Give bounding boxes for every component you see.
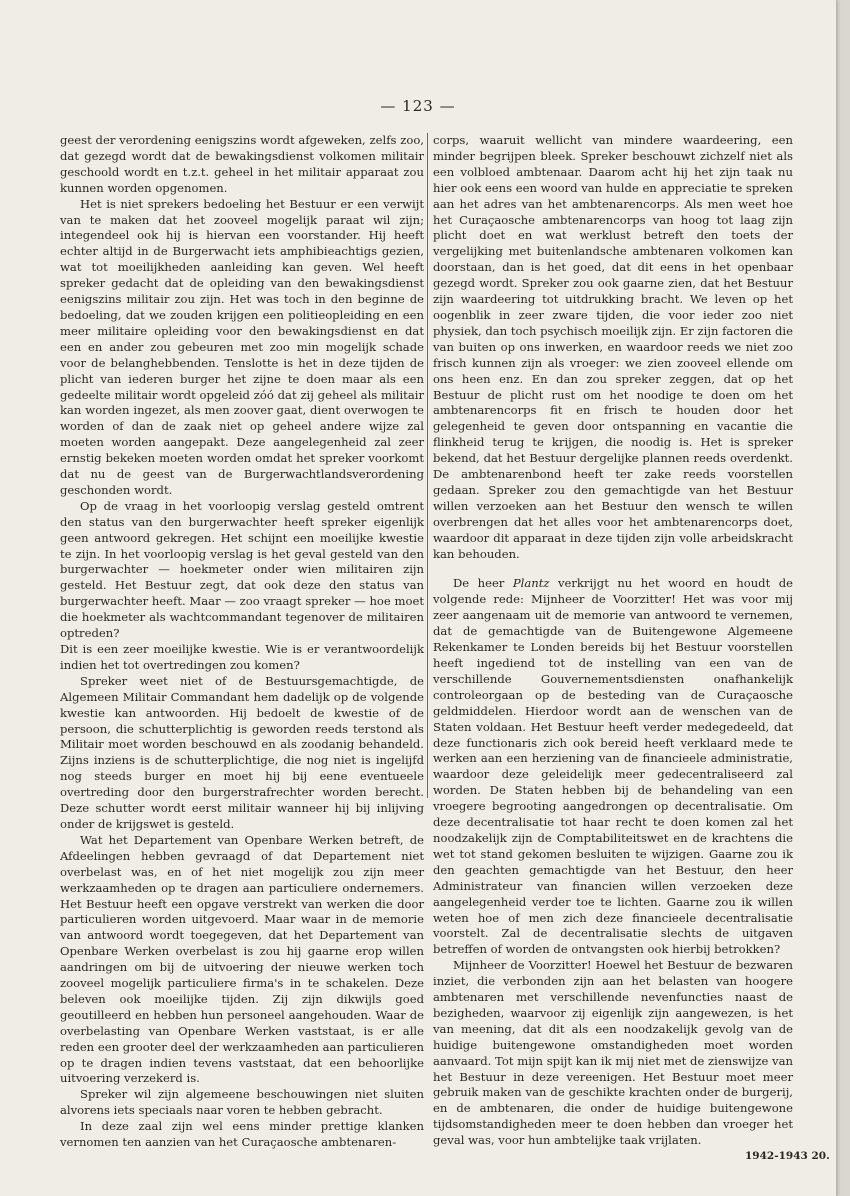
paragraph: Spreker wil zijn algemeene beschouwingen niet sluiten alvorens iets speciaals naar voren te hebben gebracht.	[60, 1087, 424, 1118]
paragraph: Dit is een zeer moeilijke kwestie. Wie is er verantwoordelijk indien het tot overtredingen zou komen?	[60, 642, 424, 672]
speaker-name: Plantz	[512, 576, 550, 591]
paragraph: Wat het Departement van Openbare Werken betreft, de Afdeelingen hebben gevraagd of dat Departement niet overbelast was, en of het niet mogelijk zou zijn meer werkzaamheden op te dragen aan particuliere ondernemers. Het Bestuur heeft een opgave verstrekt van werken die door particulieren worden uitgevoerd. Maar waar in de memorie van antwoord wordt toegegeven, dat het Departement van Openbare Werken overbelast is zou hij gaarne erop willen aandringen om bij de uitvoering der nieuwe werken toch zooveel mogelijk particuliere firma's in te schakelen. Deze beleven ook moeilijke tijden. Zij zijn dikwijls goed geoutilleerd en hebben hun personeel aangehouden. Waar de overbelasting van Openbare Werken vaststaat, is er alle reden een grooter deel der werkzaamheden aan particulieren op te dragen indien tevens vaststaat, dat een behoorlijke uitvoering verzekerd is.	[60, 832, 424, 1086]
paragraph: Op de vraag in het voorloopig verslag gesteld omtrent den status van den burgerwachter heeft spreker eigenlijk geen antwoord gekregen. Het schijnt een moeilijke kwestie te zijn. In het voorloopig verslag is het geval gesteld van den burgerwachter — hoekmeter onder wien militairen zijn gesteld. Het Bestuur zegt, dat ook deze den status van burgerwachter heeft. Maar — zoo vraagt spreker — hoe moet die hoekmeter als wachtcommandant tegenover de militairen optreden?	[60, 498, 424, 641]
paragraph: Spreker weet niet of de Bestuursgemachtigde, de Algemeen Militair Commandant hem dadelijk op de volgende kwestie kan antwoorden. Hij bedoelt de kwestie of de persoon, die schutterplichtig is geworden reeds terstond als Militair moet worden beschouwd en als zoodanig behandeld. Zijns inziens is de schutterplichtige, die nog niet is ingelijfd nog steeds burger en moet hij bij eene eventueele overtreding door den burgerstrafrechter worden berecht. Deze schutter wordt eerst militair wanneer hij bij inlijving onder de krijgswet is gesteld.	[60, 673, 424, 831]
page-number: — 123 —	[380, 97, 456, 115]
paragraph: De heer Plantz verkrijgt nu het woord en houdt de volgende rede: Mijnheer de Voorzitter! Het was voor mij zeer aangenaam uit de memorie van antwoord te vernemen, dat de gemachtigde van de Buitengewone Algemeene Rekenkamer te Londen bereids bij het Bestuur voorstellen heeft ingediend tot de instelling van een van de verschillende Gouvernementsdiensten onafhankelijk controleorgaan op de besteding van de Curaçaosche geldmiddelen. Hierdoor wordt aan de wenschen van de Staten voldaan. Het Bestuur heeft verder medegedeeld, dat deze functionaris zich ook bereid heeft verklaard mede te werken aan een herziening van de financieele administratie, waardoor deze geleidelijk meer gedecentraliseerd zal worden. De Staten hebben bij de behandeling van een vroegere begrooting aangedrongen op decentralisatie. Om deze decentralisatie tot haar recht te doen komen zal het noodzakelijk zijn de Comptabiliteitswet en de krachtens die wet tot stand gekomen besluiten te wijzigen. Gaarne zou ik den geachten gemachtigde van het Bestuur, den heer Administrateur van financien willen verzoeken deze aangelegenheid verder toe te lichten. Gaarne zou ik willen weten hoe of men zich deze financieele decentralisatie voorstelt. Zal de decentralisatie slechts de uitgaven betreffen of worden de ontvangsten ook hierbij betrokken?	[433, 576, 794, 957]
page-edge	[836, 0, 837, 1196]
paragraph: corps, waaruit wellicht van mindere waardeering, een minder begrijpen bleek. Spreker beschouwt zichzelf niet als een volbloed ambtenaar. Daarom acht hij het zijn taak nu hier ook eens een woord van hulde en appreciatie te spreken aan het adres van het ambtenarencorps. Als men weet hoe het Curaçaosche ambtenarencorps van hoog tot laag zijn plicht doet en wat werklust betreft den toets der vergelijking met buitenlandsche ambtenaren volkomen kan doorstaan, dan is het goed, dat dit eens in het openbaar gezegd wordt. Spreker zou ook gaarne zien, dat het Bestuur zijn waardeering tot uitdrukking bracht. We leven op het oogenblik in zeer zware tijden, die voor ieder zoo niet physiek, dan toch psychisch moeilijk zijn. Er zijn factoren die van buiten op ons inwerken, en waardoor reeds we niet zoo frisch kunnen zijn als vroeger: we zien zooveel ellende om ons heen enz. En dan zou spreker zeggen, dat op het Bestuur de plicht rust om het noodige te doen om het ambtenarencorps fit en frisch te houden door het gelegenheid te geven door ontspanning en vacantie die flinkheid terug te krijgen, die noodig is. Het is spreker bekend, dat het Bestuur dergelijke plannen reeds overdenkt. De ambtenarenbond heeft ter zake reeds voorstellen gedaan. Spreker zou den gemachtigde van het Bestuur willen verzoeken aan het Bestuur den wensch te willen overbrengen dat het alles voor het ambtenarencorps doet, waardoor dit apparaat in deze tijden zijn volle arbeidskracht kan behouden.	[433, 133, 793, 561]
right-column	[433, 133, 793, 1149]
column-divider	[427, 133, 428, 798]
paragraph: Mijnheer de Voorzitter! Hoewel het Bestuur de bezwaren inziet, die verbonden zijn aan het belasten van hoogere ambtenaren met verschillende nevenfuncties naast de bezigheden, waarvoor zij eigenlijk zijn aangewezen, is het van meening, dat dit als een noodzakelijk gevolg van de huidige buitengewone omstandigheden moet worden aanvaard. Tot mijn spijt kan ik mij niet met de zienswijze van het Bestuur in deze vereenigen. Het Bestuur moet meer gebruik maken van de geschikte krachten onder de burgerij, en de ambtenaren, die onder de huidige buitengewone tijdsomstandigheden meer te doen hebben dan vroeger het geval was, voor hun ambtelijke taak vrijlaten.	[433, 958, 793, 1148]
paragraph: Het is niet sprekers bedoeling het Bestuur er een verwijt van te maken dat het zooveel mogelijk paraat wil zijn; integendeel ook hij is hiervan een voorstander. Hij heeft echter altijd in de Burgerwacht iets amphibieachtigs gezien, wat tot moeilijkheden aanleiding kan geven. Wel heeft spreker gedacht dat de opleiding van den bewakingsdienst eenigszins militair zou zijn. Het was toch in den beginne de bedoeling, dat we zouden krijgen een politieopleiding en een meer militaire opleiding voor den bewakingsdienst en dat een en ander zou gebeuren met zoo min mogelijk schade voor de belanghebbenden. Tenslotte is het in deze tijden de plicht van iederen burger het zijne te doen maar als een gedeelte militair wordt opgeleid zóó dat zij geheel als militair kan worden ingezet, als men zoover gaat, dient overwogen te worden of dan de zaak niet op geheel andere wijze zal moeten worden aangepakt. Deze aangelegenheid zal zeer ernstig bekeken moeten worden omdat het spreker voorkomt dat nu de geest van de Burgerwachtlandsverordening geschonden wordt.	[60, 196, 424, 497]
left-column	[60, 133, 424, 1151]
paragraph: geest der verordening eenigszins wordt afgeweken, zelfs zoo, dat gezegd wordt dat de bewakingsdienst volkomen militair geschoold wordt en t.z.t. geheel in het militair apparaat zou kunnen worden opgenomen.	[60, 133, 424, 195]
paragraph: In deze zaal zijn wel eens minder prettige klanken vernomen ten aanzien van het Curaçaosche ambtenaren-	[60, 1119, 424, 1150]
footer-signature: 1942-1943 20.	[745, 1150, 830, 1162]
